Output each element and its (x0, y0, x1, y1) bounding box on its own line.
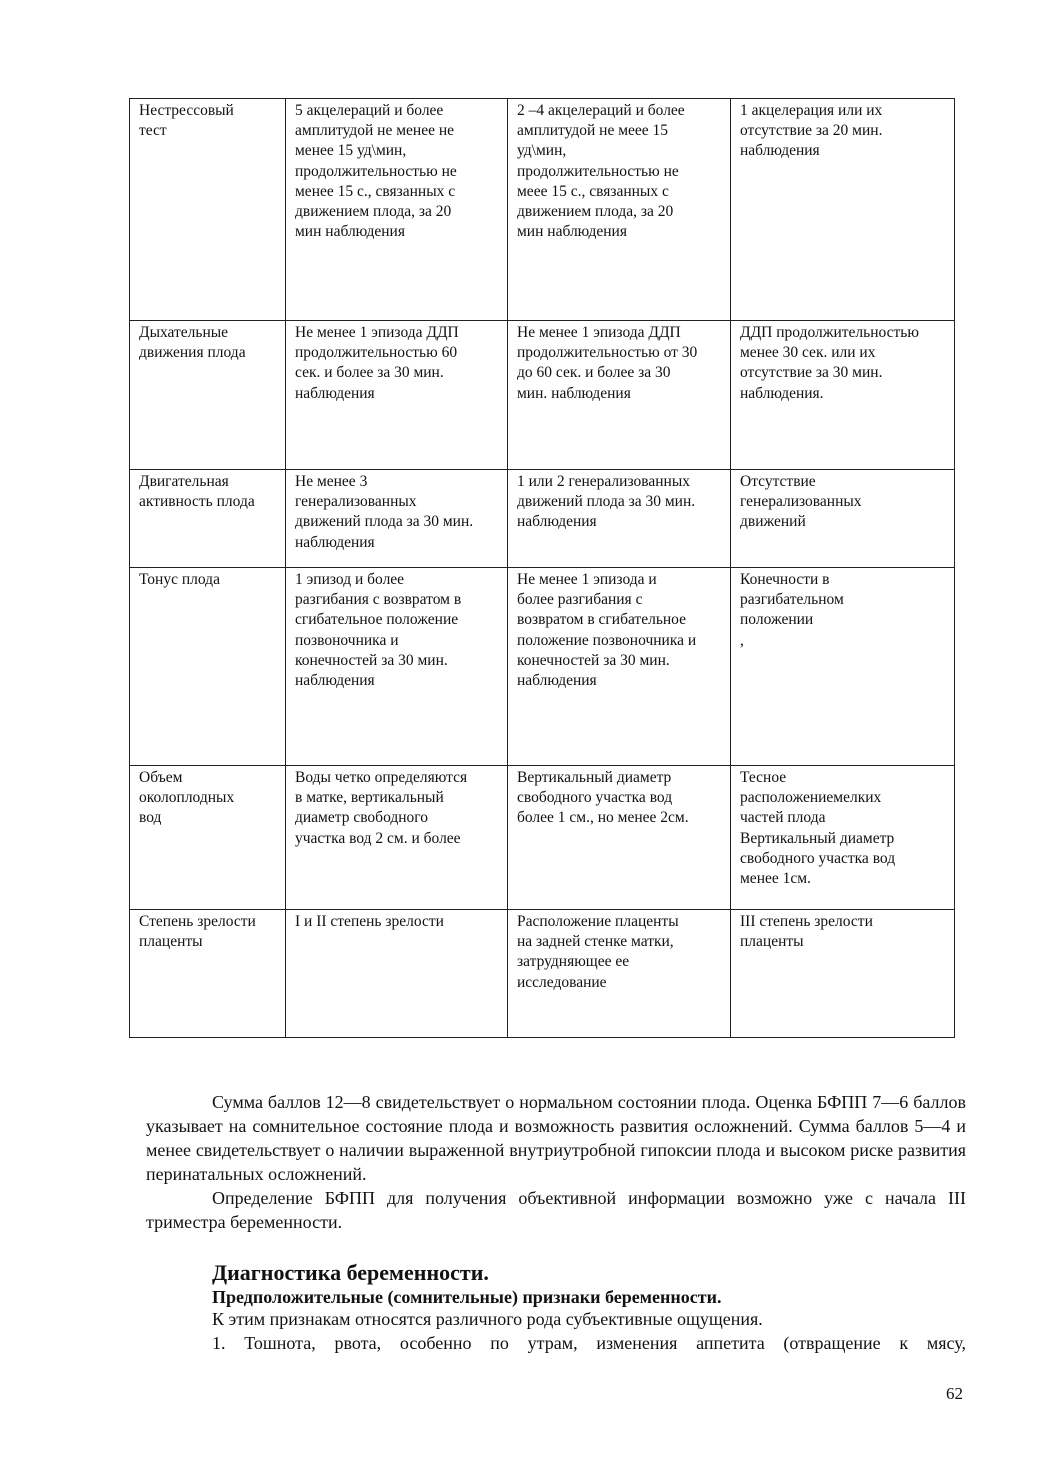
table-cell: Не менее 1 эпизода и более разгибания с возвратом в сгибательное положение позвоночника и конечностей за 30 мин. наблюдения (508, 568, 731, 766)
table-cell: 5 акцелераций и более амплитудой не менее не менее 15 уд\мин, продолжительностью не менее 15 с., связанных с движением плода, за 20 мин наблюдения (286, 99, 508, 321)
table-cell: Тонус плода (130, 568, 286, 766)
table-cell: I и II степень зрелости (286, 910, 508, 1038)
table-cell: Не менее 3 генерализованных движений плода за 30 мин. наблюдения (286, 470, 508, 568)
page-number: 62 (946, 1384, 963, 1403)
section-heading: Диагностика беременности. (212, 1260, 489, 1285)
table-cell: 1 эпизод и более разгибания с возвратом в сгибательное положение позвоночника и конечностей за 30 мин. наблюдения (286, 568, 508, 766)
table-row (130, 470, 955, 568)
table-row (130, 568, 955, 766)
subsection-heading: Предположительные (сомнительные) признаки беременности. (212, 1287, 722, 1307)
table-cell: Двигательная активность плода (130, 470, 286, 568)
table-cell: Отсутствие генерализованных движений (731, 470, 955, 568)
body-text (146, 1090, 966, 1234)
table-cell: Объем околоплодных вод (130, 766, 286, 910)
list-item: 1. Тошнота, рвота, особенно по утрам, изменения аппетита (отвращение к мясу, (212, 1333, 966, 1353)
table-row (130, 910, 955, 1038)
table-cell: III степень зрелости плаценты (731, 910, 955, 1038)
table-cell: 1 или 2 генерализованных движений плода за 30 мин. наблюдения (508, 470, 731, 568)
table-cell: 1 акцелерация или их отсутствие за 20 мин. наблюдения (731, 99, 955, 321)
table-cell: Воды четко определяются в матке, вертикальный диаметр свободного участка вод 2 см. и более (286, 766, 508, 910)
table-cell: ДДП продолжительностью менее 30 сек. или их отсутствие за 30 мин. наблюдения. (731, 321, 955, 470)
table-cell: 2 –4 акцелераций и более амплитудой не меее 15 уд\мин, продолжительностью не меее 15 с., связанных с движением плода, за 20 мин наблюдения (508, 99, 731, 321)
table-cell: Тесное расположениемелких частей плода Вертикальный диаметр свободного участка вод менее 1см. (731, 766, 955, 910)
table-cell: Не менее 1 эпизода ДДП продолжительностью 60 сек. и более за 30 мин. наблюдения (286, 321, 508, 470)
table-cell: Нестрессовый тест (130, 99, 286, 321)
paragraph: Определение БФПП для получения объективной информации возможно уже с начала III триместра беременности. (146, 1188, 966, 1232)
bfpp-criteria-table (129, 98, 955, 1038)
table-cell: Конечности в разгибательном положении , (731, 568, 955, 766)
table-row (130, 321, 955, 470)
table-cell: Степень зрелости плаценты (130, 910, 286, 1038)
table-cell: Вертикальный диаметр свободного участка вод более 1 см., но менее 2см. (508, 766, 731, 910)
table-cell: Не менее 1 эпизода ДДП продолжительностью от 30 до 60 сек. и более за 30 мин. наблюдения (508, 321, 731, 470)
intro-line: К этим признакам относятся различного рода субъективные ощущения. (212, 1309, 763, 1329)
table-row (130, 766, 955, 910)
table-cell: Дыхательные движения плода (130, 321, 286, 470)
table-row (130, 99, 955, 321)
table-cell: Расположение плаценты на задней стенке матки, затрудняющее ее исследование (508, 910, 731, 1038)
paragraph: Сумма баллов 12—8 свидетельствует о нормальном состоянии плода. Оценка БФПП 7—6 баллов указывает на сомнительное состояние плода и возможность развития осложнений. Сумма баллов 5—4 и менее свидетельствует о наличии выраженной внутриутробной гипоксии плода и высоком риске развития перинатальных осложнений. (146, 1092, 966, 1184)
